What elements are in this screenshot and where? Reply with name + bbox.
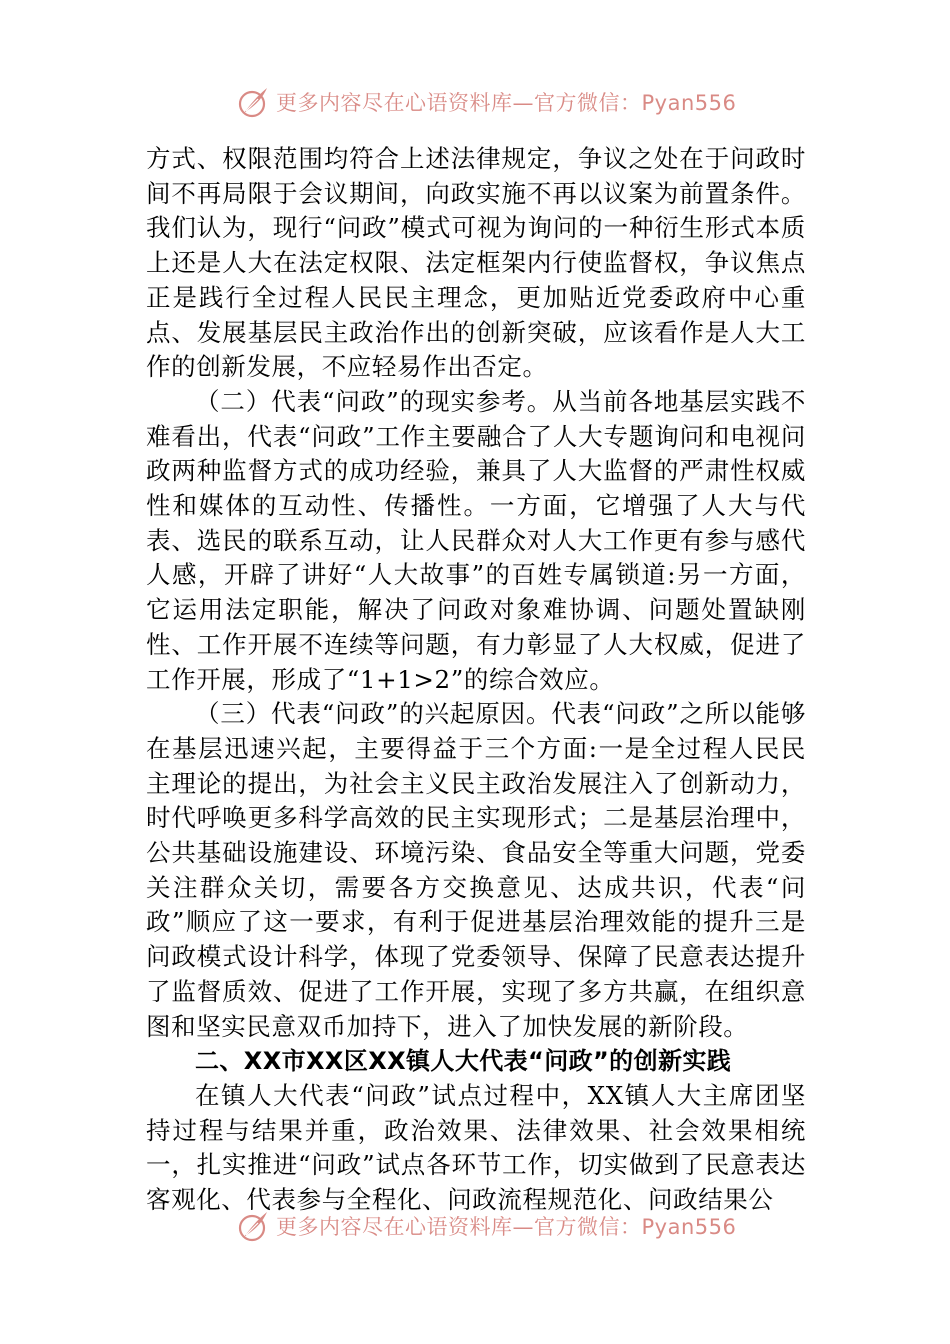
document-body	[146, 142, 806, 1218]
quill-pen-logo-icon	[236, 85, 270, 119]
quill-pen-logo-icon	[236, 1209, 270, 1243]
watermark-text-bottom: 更多内容尽在心语资料库—官方微信：Pyan556	[276, 1215, 737, 1239]
paragraph-continued: 方式、权限范围均符合上述法律规定，争议之处在于问政时间不再局限于会议期间，向政实施不再以议案为前置条件。我们认为，现行“问政”模式可视为询问的一种衍生形式本质上还是人大在法定权限、法定框架内行使监督权，争议焦点正是践行全过程人民民主理念，更加贴近党委政府中心重点、发展基层民主政治作出的创新突破，应该看作是人大工作的创新发展，不应轻易作出否定。	[146, 144, 806, 382]
watermark-banner-bottom	[236, 1208, 736, 1244]
paragraph-rise-reasons: （三）代表“问政”的兴起原因。代表“问政”之所以能够在基层迅速兴起，主要得益于三个方面:一是全过程人民民主理论的提出，为社会主义民主政治发展注入了创新动力，时代呼唤更多科学高效的民主实现形式；二是基层治理中，公共基础设施建设、环境污染、食品安全等重大问题，党委关注群众关切，需要各方交换意见、达成共识，代表“问政”顺应了这一要求，有利于促进基层治理效能的提升三是问政模式设计科学，体现了党委领导、保障了民意表达提升了监督质效、促进了工作开展，实现了多方共赢，在组织意图和坚实民意双币加持下，进入了加快发展的新阶段。	[146, 699, 806, 1041]
paragraph-innovation-practice: 在镇人大代表“问政”试点过程中，XX镇人大主席团坚持过程与结果并重，政治效果、法律效果、社会效果相统一，扎实推进“问政”试点各环节工作，切实做到了民意表达客观化、代表参与全程化、问政流程规范化、问政结果公	[146, 1080, 806, 1215]
section-heading: 二、XX市XX区XX镇人大代表“问政”的创新实践	[195, 1047, 732, 1076]
paragraph-practical-reference: （二）代表“问政”的现实参考。从当前各地基层实践不难看出，代表“问政”工作主要融合了人大专题询问和电视问政两种监督方式的成功经验，兼具了人大监督的严肃性权威性和媒体的互动性、传播性。一方面，它增强了人大与代表、选民的联系互动，让人民群众对人大工作更有参与感代人感，开辟了讲好“人大故事”的百姓专属锁道:另一方面，它运用法定职能，解决了问政对象难协调、问题处置缺刚性、工作开展不连续等问题，有力彰显了人大权威，促进了工作开展，形成了“1+1>2”的综合效应。	[146, 386, 806, 694]
watermark-text-top: 更多内容尽在心语资料库—官方微信：Pyan556	[276, 91, 737, 115]
watermark-banner-top	[236, 84, 736, 120]
